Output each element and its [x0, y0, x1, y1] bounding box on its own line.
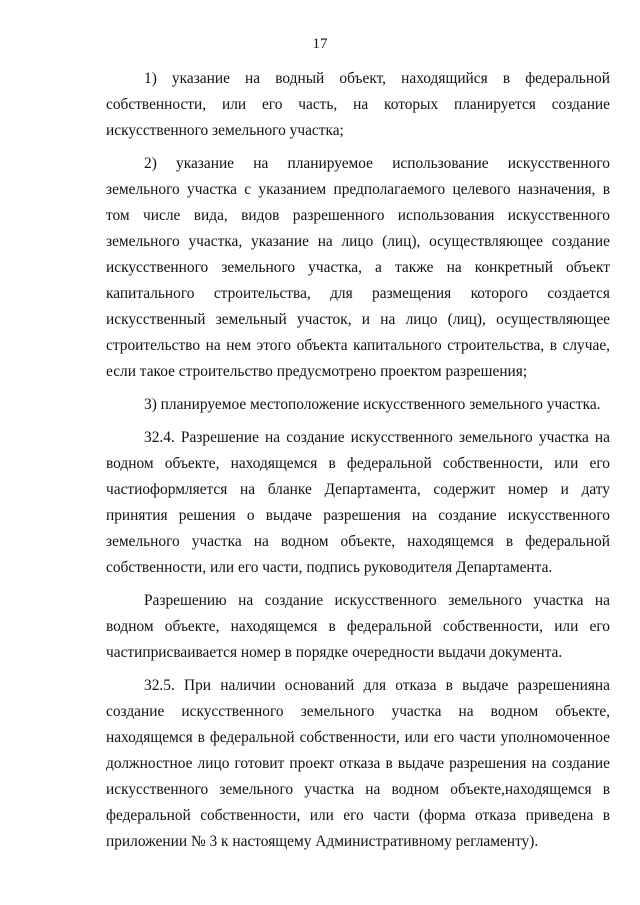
paragraph-numbering: Разрешению на создание искусственного земельного участка на водном объекте, находящемся в федеральной собственности, или его частиприсваивается номер в порядке очередности выдачи документа. [106, 592, 610, 661]
paragraph-32-4: 32.4. Разрешение на создание искусственного земельного участка на водном объекте, находящемся в федеральной собственности, или его частиоформляется на бланке Департамента, содержит номер и дату принятия решения о выдаче разрешения на создание искусственного земельного участка на водном объекте, находящемся в федеральной собственности, или его части, подпись руководителя Департамента. [106, 429, 610, 576]
page-number: 17 [312, 36, 328, 52]
document-body [106, 66, 610, 855]
paragraph-item-2: 2) указание на планируемое использование искусственного земельного участка с указанием предполагаемого целевого назначения, в том числе вида, видов разрешенного использования искусственного земельного участка, указание на лицо (лиц), осуществляющее создание искусственного земельного участка, а также на конкретный объект капитального строительства, для размещения которого создается искусственный земельный участок, и на лицо (лиц), осуществляющее строительство на нем этого объекта капитального строительства, в случае, если такое строительство предусмотрено проектом разрешения; [106, 155, 610, 380]
paragraph-item-3: 3) планируемое местоположение искусственного земельного участка. [144, 396, 601, 413]
paragraph-32-5: 32.5. При наличии оснований для отказа в выдаче разрешенияна создание искусственного земельного участка на водном объекте, находящемся в федеральной собственности, или его части уполномоченное должностное лицо готовит проект отказа в выдаче разрешения на создание искусственного земельного участка на водном объекте,находящемся в федеральной собственности, или его части (форма отказа приведена в приложении № 3 к настоящему Административному регламенту). [106, 677, 610, 850]
paragraph-item-1: 1) указание на водный объект, находящийся в федеральной собственности, или его часть, на которых планируется создание искусственного земельного участка; [106, 70, 610, 139]
